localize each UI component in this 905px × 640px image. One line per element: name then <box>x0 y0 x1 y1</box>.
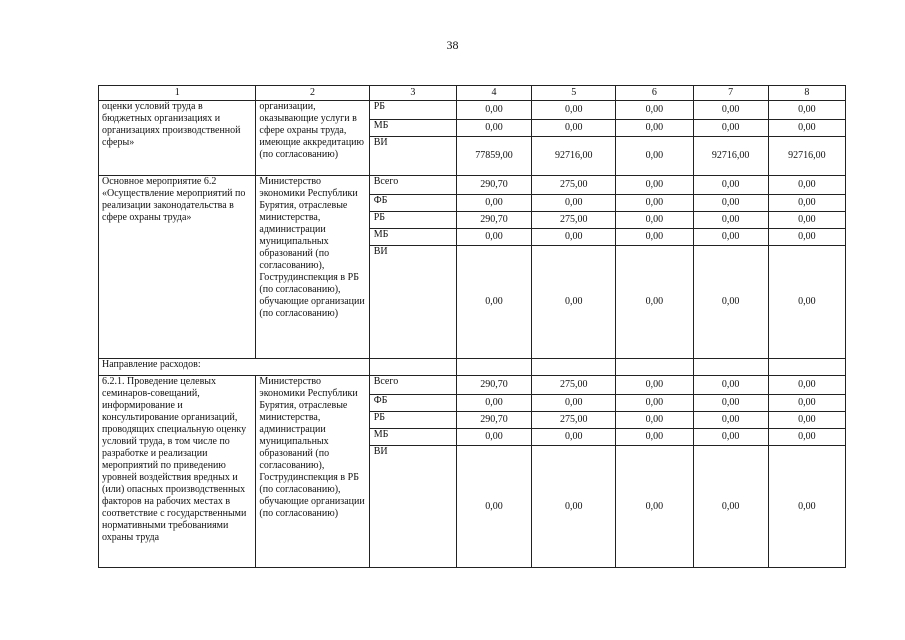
value-cell: 0,00 <box>616 229 693 246</box>
header-cell: 2 <box>256 86 369 101</box>
header-cell: 5 <box>532 86 616 101</box>
header-row <box>99 86 846 101</box>
value-cell: 0,00 <box>616 120 693 137</box>
value-cell: 0,00 <box>456 446 531 568</box>
header-cell: 1 <box>99 86 256 101</box>
funding-source: МБ <box>369 429 456 446</box>
empty-cell <box>369 359 456 376</box>
value-cell: 0,00 <box>616 101 693 120</box>
value-cell: 77859,00 <box>456 137 531 176</box>
header-cell: 4 <box>456 86 531 101</box>
responsible-executor: Министерство экономики Республики Бурятия, отраслевые министерства, администрации муниципальных образований (по согласованию), Гострудинспекция в РБ (по согласованию), обучающие организации (по согласованию) <box>256 176 369 359</box>
value-cell: 0,00 <box>532 429 616 446</box>
value-cell: 0,00 <box>693 176 768 195</box>
value-cell: 0,00 <box>532 195 616 212</box>
value-cell: 0,00 <box>616 376 693 395</box>
value-cell: 0,00 <box>768 176 845 195</box>
value-cell: 0,00 <box>693 229 768 246</box>
empty-cell <box>616 359 693 376</box>
activity-description: Основное мероприятие 6.2 «Осуществление мероприятий по реализации законодательства в сфере охраны труда» <box>99 176 256 359</box>
value-cell: 0,00 <box>532 446 616 568</box>
value-cell: 0,00 <box>693 246 768 359</box>
value-cell: 0,00 <box>532 246 616 359</box>
value-cell: 0,00 <box>693 412 768 429</box>
value-cell: 0,00 <box>616 195 693 212</box>
activity-description: 6.2.1. Проведение целевых семинаров-совещаний, информирование и консультирование организаций, проводящих специальную оценку условий труда, в том числе по разработке и реализации мероприятий по приведению уровней воздействия вредных и (или) опасных производственных факторов на рабочих местах в соответствие с государственными нормативными требованиями охраны труда <box>99 376 256 568</box>
value-cell: 0,00 <box>532 395 616 412</box>
funding-source: ВИ <box>369 446 456 568</box>
value-cell: 0,00 <box>616 429 693 446</box>
header-cell: 6 <box>616 86 693 101</box>
value-cell: 0,00 <box>616 246 693 359</box>
value-cell: 0,00 <box>456 229 531 246</box>
value-cell: 0,00 <box>456 429 531 446</box>
value-cell: 0,00 <box>616 395 693 412</box>
value-cell: 0,00 <box>768 120 845 137</box>
value-cell: 275,00 <box>532 176 616 195</box>
value-cell: 0,00 <box>616 412 693 429</box>
value-cell: 275,00 <box>532 212 616 229</box>
empty-cell <box>456 359 531 376</box>
value-cell: 0,00 <box>768 246 845 359</box>
value-cell: 0,00 <box>532 101 616 120</box>
activity-description: оценки условий труда в бюджетных организациях и организациях производственной сферы» <box>99 101 256 176</box>
value-cell: 0,00 <box>768 446 845 568</box>
value-cell: 0,00 <box>616 212 693 229</box>
table-row <box>99 101 846 120</box>
value-cell: 92716,00 <box>532 137 616 176</box>
empty-cell <box>693 359 768 376</box>
value-cell: 92716,00 <box>693 137 768 176</box>
funding-source: ВИ <box>369 137 456 176</box>
value-cell: 0,00 <box>693 120 768 137</box>
value-cell: 0,00 <box>456 101 531 120</box>
value-cell: 0,00 <box>768 212 845 229</box>
responsible-executor: организации, оказывающие услуги в сфере охраны труда, имеющие аккредитацию (по согласованию) <box>256 101 369 176</box>
value-cell: 0,00 <box>532 120 616 137</box>
funding-source: РБ <box>369 101 456 120</box>
funding-source: Всего <box>369 376 456 395</box>
funding-source: ВИ <box>369 246 456 359</box>
value-cell: 0,00 <box>768 195 845 212</box>
header-cell: 7 <box>693 86 768 101</box>
value-cell: 275,00 <box>532 376 616 395</box>
funding-source: ФБ <box>369 195 456 212</box>
funding-source: Всего <box>369 176 456 195</box>
value-cell: 0,00 <box>693 195 768 212</box>
value-cell: 290,70 <box>456 176 531 195</box>
value-cell: 0,00 <box>456 195 531 212</box>
value-cell: 0,00 <box>768 101 845 120</box>
table-row <box>99 176 846 195</box>
funding-source: МБ <box>369 120 456 137</box>
header-cell: 8 <box>768 86 845 101</box>
value-cell: 0,00 <box>768 412 845 429</box>
value-cell: 0,00 <box>693 429 768 446</box>
direction-label: Направление расходов: <box>99 359 370 376</box>
funding-source: МБ <box>369 229 456 246</box>
funding-source: РБ <box>369 212 456 229</box>
value-cell: 275,00 <box>532 412 616 429</box>
value-cell: 0,00 <box>693 101 768 120</box>
value-cell: 0,00 <box>768 229 845 246</box>
empty-cell <box>532 359 616 376</box>
table-row <box>99 376 846 395</box>
value-cell: 0,00 <box>768 376 845 395</box>
value-cell: 92716,00 <box>768 137 845 176</box>
value-cell: 0,00 <box>456 246 531 359</box>
value-cell: 0,00 <box>616 446 693 568</box>
header-cell: 3 <box>369 86 456 101</box>
value-cell: 290,70 <box>456 212 531 229</box>
value-cell: 0,00 <box>768 429 845 446</box>
responsible-executor: Министерство экономики Республики Бурятия, отраслевые министерства, администрации муниципальных образований (по согласованию), Гострудинспекция в РБ (по согласованию), обучающие организации (по согласованию) <box>256 376 369 568</box>
value-cell: 0,00 <box>616 176 693 195</box>
value-cell: 0,00 <box>456 120 531 137</box>
funding-source: ФБ <box>369 395 456 412</box>
value-cell: 290,70 <box>456 412 531 429</box>
funding-source: РБ <box>369 412 456 429</box>
value-cell: 0,00 <box>693 395 768 412</box>
page-number: 38 <box>446 38 459 52</box>
value-cell: 0,00 <box>768 395 845 412</box>
value-cell: 0,00 <box>693 446 768 568</box>
value-cell: 0,00 <box>693 376 768 395</box>
budget-table <box>98 85 846 568</box>
value-cell: 290,70 <box>456 376 531 395</box>
value-cell: 0,00 <box>616 137 693 176</box>
empty-cell <box>768 359 845 376</box>
direction-row <box>99 359 846 376</box>
value-cell: 0,00 <box>693 212 768 229</box>
value-cell: 0,00 <box>456 395 531 412</box>
value-cell: 0,00 <box>532 229 616 246</box>
